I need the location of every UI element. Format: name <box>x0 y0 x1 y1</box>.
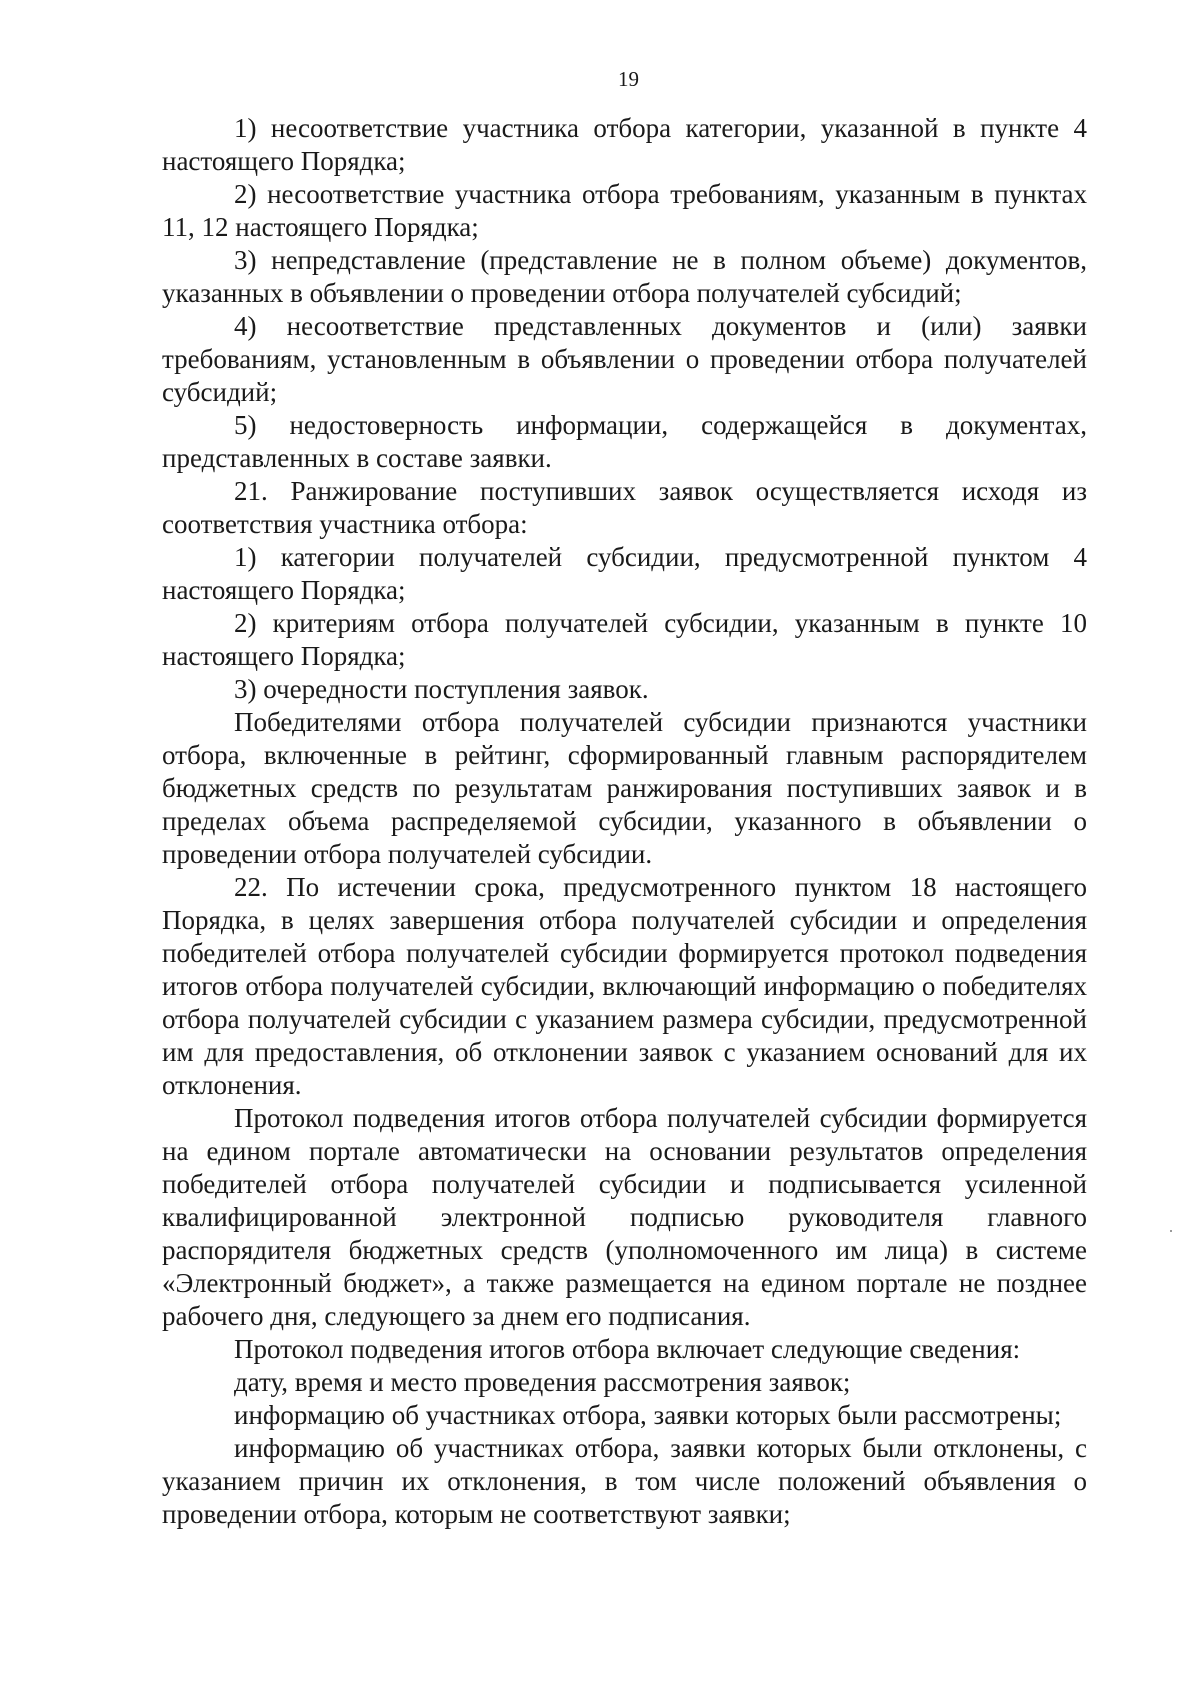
page-number: 19 <box>618 67 639 91</box>
paragraph-item-1-category-mismatch: 1) несоответствие участника отбора категории, указанной в пункте 4 настоящего Порядка; <box>162 113 1087 176</box>
paragraph-ranking-item-2: 2) критериям отбора получателей субсидии, указанным в пункте 10 настоящего Порядка; <box>162 608 1087 671</box>
paragraph-protocol-item-rejected: информацию об участниках отбора, заявки которых были отклонены, с указанием причин их отклонения, в том числе положений объявления о проведении отбора, которым не соответствуют заявки; <box>162 1433 1087 1529</box>
paragraph-protocol-item-date: дату, время и место проведения рассмотрения заявок; <box>234 1367 851 1397</box>
paragraph-winners: Победителями отбора получателей субсидии признаются участники отбора, включенные в рейтинг, сформированный главным распорядителем бюджетных средств по результатам ранжирования поступивших заявок и в пределах объема распределяемой субсидии, указанного в объявлении о проведении отбора получателей субсидии. <box>162 707 1087 869</box>
paragraph-ranking-item-3: 3) очередности поступления заявок. <box>234 674 649 704</box>
paragraph-ranking-item-1: 1) категории получателей субсидии, предусмотренной пунктом 4 настоящего Порядка; <box>162 542 1087 605</box>
paragraph-item-3-documents-missing: 3) непредставление (представление не в полном объеме) документов, указанных в объявлении о проведении отбора получателей субсидий; <box>162 245 1087 308</box>
paragraph-item-5-unreliable-info: 5) недостоверность информации, содержащейся в документах, представленных в составе заявки. <box>162 410 1087 473</box>
paragraph-protocol-item-reviewed: информацию об участниках отбора, заявки которых были рассмотрены; <box>234 1400 1062 1430</box>
paragraph-clause-22: 22. По истечении срока, предусмотренного пунктом 18 настоящего Порядка, в целях завершения отбора получателей субсидии и определения победителей отбора получателей субсидии формируется протокол подведения итогов отбора получателей субсидии, включающий информацию о победителях отбора получателей субсидии с указанием размера субсидии, предусмотренной им для предоставления, об отклонении заявок с указанием оснований для их отклонения. <box>162 872 1087 1100</box>
document-page <box>162 62 1087 1531</box>
paragraph-item-4-documents-noncompliant: 4) несоответствие представленных документов и (или) заявки требованиям, установленным в объявлении о проведении отбора получателей субсидий; <box>162 311 1087 407</box>
paragraph-protocol-formation: Протокол подведения итогов отбора получателей субсидии формируется на едином портале автоматически на основании результатов определения победителей отбора получателей субсидии и подписывается усиленной квалифицированной электронной подписью руководителя главного распорядителя бюджетных средств (уполномоченного им лица) в системе «Электронный бюджет», а также размещается на едином портале не позднее рабочего дня, следующего за днем его подписания. <box>162 1103 1087 1331</box>
scan-speck <box>1170 1230 1172 1232</box>
paragraph-protocol-contents: Протокол подведения итогов отбора включает следующие сведения: <box>234 1334 1021 1364</box>
paragraph-item-2-requirements-mismatch: 2) несоответствие участника отбора требованиям, указанным в пунктах 11, 12 настоящего Порядка; <box>162 179 1087 242</box>
paragraph-clause-21: 21. Ранжирование поступивших заявок осуществляется исходя из соответствия участника отбора: <box>162 476 1087 539</box>
